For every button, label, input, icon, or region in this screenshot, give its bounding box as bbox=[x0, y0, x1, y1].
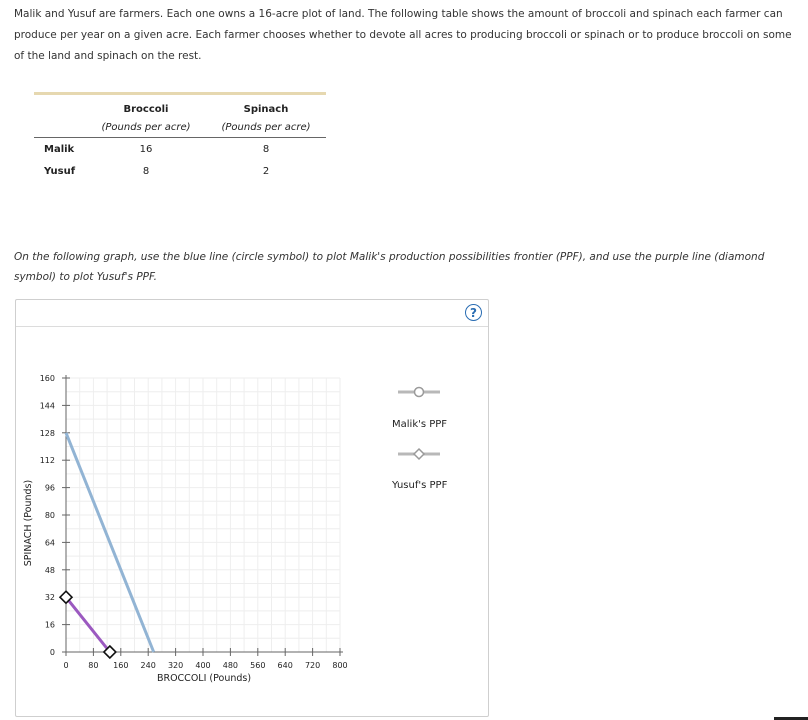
x-tick-label: 320 bbox=[167, 661, 184, 670]
x-tick-label: 640 bbox=[277, 661, 293, 670]
table-header-spinach: Spinach bbox=[243, 104, 289, 115]
diamond-icon bbox=[414, 449, 424, 459]
circle-icon bbox=[415, 388, 424, 397]
x-tick-label: 0 bbox=[63, 661, 69, 670]
x-tick-label: 400 bbox=[195, 661, 211, 670]
table-row-label: Malik bbox=[44, 144, 75, 155]
y-tick-label: 96 bbox=[44, 483, 55, 493]
chart-ticks bbox=[40, 374, 348, 670]
x-tick-label: 160 bbox=[113, 661, 129, 670]
table-cell-spinach: 8 bbox=[262, 144, 270, 155]
legend-tool-yusuf[interactable] bbox=[398, 449, 440, 459]
table-top-rule bbox=[34, 92, 326, 95]
graph-instructions: On the following graph, use the blue line (circle symbol) to plot Malik's production possibilities frontier (PPF), and use the purple line (diamond symbol) to plot Yusuf's PPF. bbox=[14, 251, 765, 283]
table-cell-broccoli: 8 bbox=[142, 166, 150, 177]
y-tick-label: 80 bbox=[44, 511, 55, 520]
y-tick-label: 64 bbox=[44, 538, 55, 548]
x-tick-label: 240 bbox=[140, 661, 156, 670]
table-unit-spinach: (Pounds per acre) bbox=[221, 122, 311, 133]
x-tick-label: 480 bbox=[222, 661, 239, 670]
graph-panel bbox=[15, 299, 489, 717]
table-header-broccoli: Broccoli bbox=[123, 104, 169, 115]
y-tick-label: 144 bbox=[39, 401, 55, 411]
production-table bbox=[34, 92, 326, 177]
chart-grid bbox=[66, 378, 340, 652]
y-tick-label: 112 bbox=[39, 456, 55, 466]
x-tick-label: 80 bbox=[88, 661, 99, 670]
y-tick-label: 16 bbox=[44, 620, 55, 630]
table-header-rule bbox=[34, 137, 326, 138]
y-tick-label: 48 bbox=[44, 565, 55, 575]
table-row-label: Yusuf bbox=[44, 166, 76, 177]
legend-tool-malik[interactable] bbox=[398, 388, 440, 397]
legend-label-yusuf: Yusuf's PPF bbox=[392, 480, 448, 491]
intro-text: Malik and Yusuf are farmers. Each one owns a 16-acre plot of land. The following table shows the amount of broccoli and spinach each farmer can produce per year on a given acre. Each farmer chooses whether to devote all acres to producing broccoli or spinach or to produce broccoli on some of the land and spinach on the rest. bbox=[14, 8, 792, 62]
table-cell-spinach: 2 bbox=[262, 166, 270, 177]
graph-panel-header bbox=[16, 300, 488, 327]
ppf-chart[interactable] bbox=[16, 326, 488, 716]
x-axis-label: BROCCOLI (Pounds) bbox=[156, 673, 252, 684]
x-tick-label: 560 bbox=[250, 661, 266, 670]
y-tick-label: 128 bbox=[39, 428, 55, 438]
x-tick-label: 800 bbox=[332, 661, 348, 670]
table-unit-broccoli: (Pounds per acre) bbox=[101, 122, 191, 133]
y-tick-label: 160 bbox=[39, 374, 55, 383]
table-cell-broccoli: 16 bbox=[139, 144, 153, 155]
x-tick-label: 720 bbox=[304, 661, 321, 670]
help-icon[interactable]: ? bbox=[465, 304, 482, 321]
y-tick-label: 32 bbox=[44, 593, 55, 603]
y-tick-label: 0 bbox=[49, 648, 55, 657]
y-axis-label: SPINACH (Pounds) bbox=[23, 479, 34, 567]
legend-label-malik: Malik's PPF bbox=[392, 419, 448, 430]
